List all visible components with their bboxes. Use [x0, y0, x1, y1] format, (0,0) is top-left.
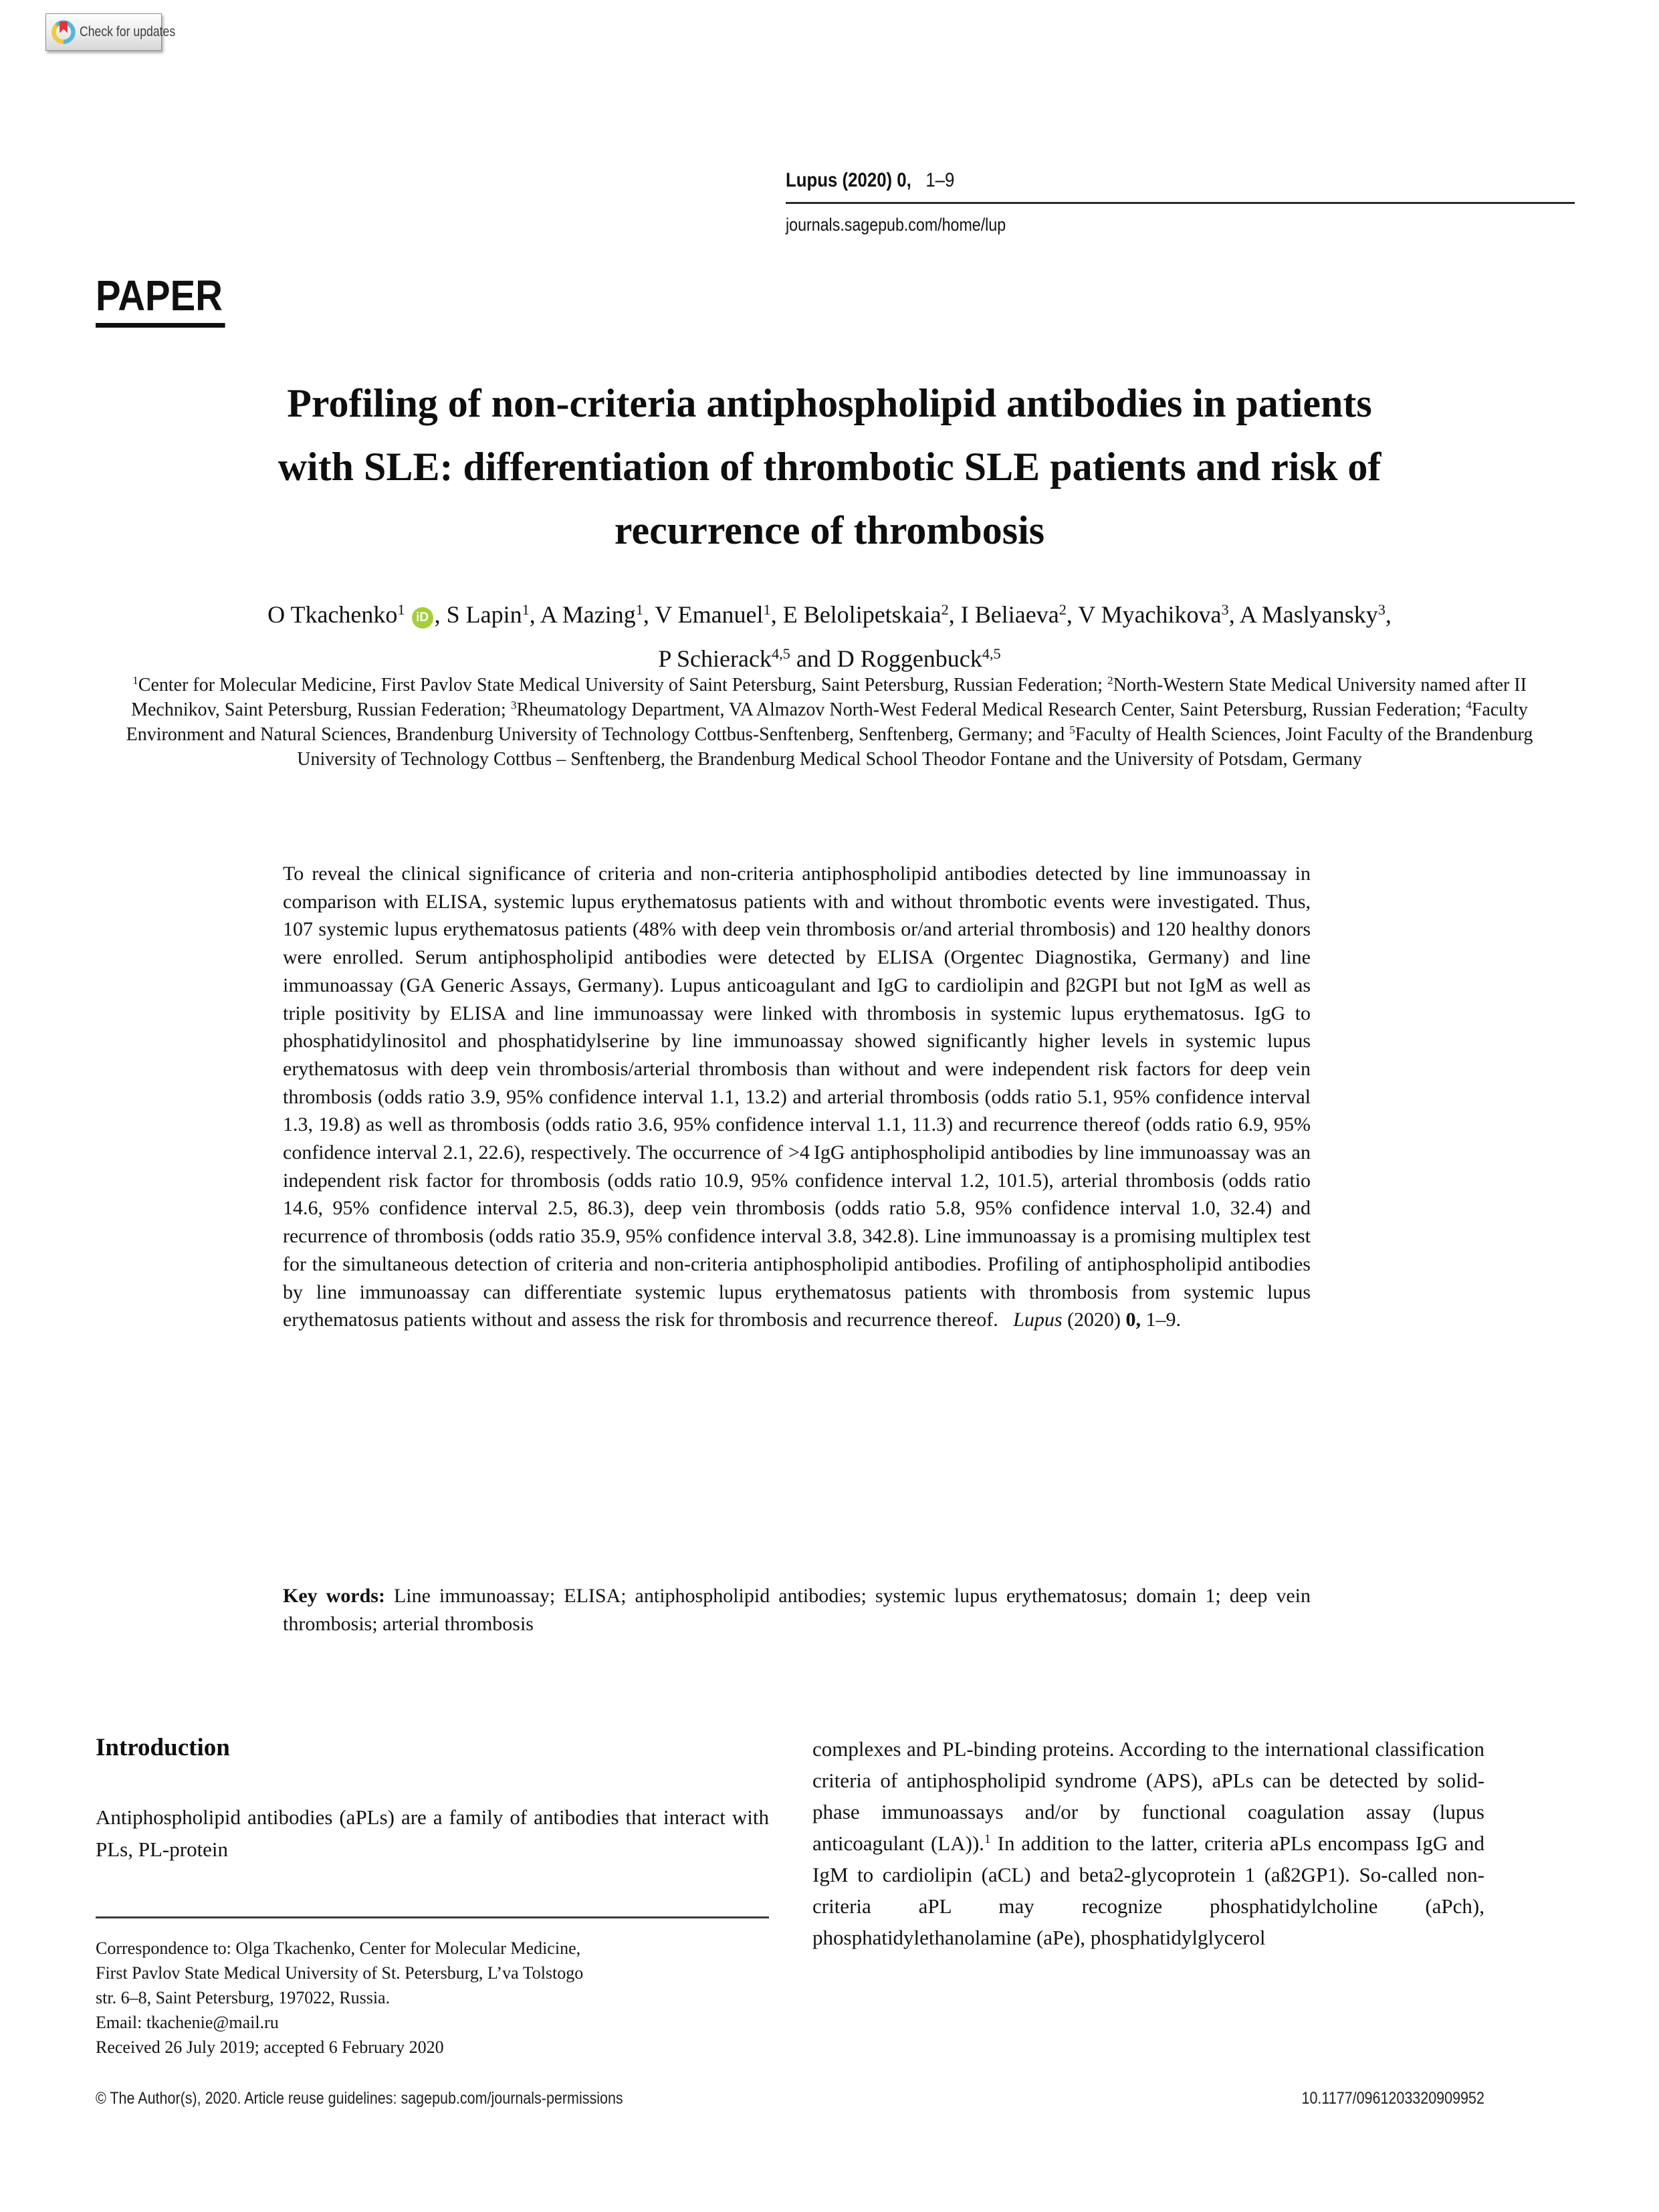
authors-line-1: [96, 592, 1563, 637]
copyright-permissions: © The Author(s), 2020. Article reuse guidelines: sagepub.com/journals-permissions: [96, 2089, 623, 2108]
superscript-ref: 3: [510, 699, 517, 712]
text-segment: , A Mazing: [529, 601, 636, 628]
title-line: Profiling of non-criteria antiphospholipid antibodies in patients: [287, 381, 1372, 425]
affiliations: [96, 673, 1563, 772]
text-segment: (2020): [1062, 1309, 1126, 1331]
intro-paragraph-left: Antiphospholipid antibodies (aPLs) are a family of antibodies that interact with PLs, PL-protein: [96, 1805, 769, 1861]
text-segment: , S Lapin: [434, 601, 522, 628]
author-list: [96, 592, 1563, 681]
text-segment: Faculty of Health Sciences, Joint Faculty of the Brandenburg University of Technology Cottbus – Senftenberg, the Brandenburg Medical School Theodor Fontane and the University of Potsdam, Germany: [297, 724, 1533, 770]
text-segment: Faculty Environment and Natural Sciences, Brandenburg University of Technology Cottbus-Senftenberg, Senftenberg, Germany; and: [126, 699, 1528, 745]
correspondence-address-line: str. 6–8, Saint Petersburg, 197022, Russia.: [96, 1988, 391, 2007]
journal-header: [786, 169, 1575, 235]
doi: 10.1177/0961203320909952: [1301, 2089, 1484, 2108]
superscript-ref: 1: [522, 600, 530, 618]
header-rule: [786, 202, 1575, 204]
superscript-ref: 1: [397, 600, 405, 618]
text-segment: ,: [1385, 601, 1392, 628]
superscript-ref: 2: [1107, 674, 1113, 687]
text-segment: Key words:: [283, 1585, 394, 1607]
page-footer: [96, 2089, 1484, 2108]
received-accepted-dates: Received 26 July 2019; accepted 6 February 2020: [96, 2037, 444, 2057]
orcid-icon[interactable]: iD: [412, 607, 433, 629]
correspondence-email[interactable]: Email: tkachenie@mail.ru: [96, 2013, 279, 2032]
superscript-ref: 4,5: [982, 645, 1001, 662]
text-segment: , E Belolipetskaia: [770, 601, 942, 628]
text-segment: Lupus (2020) 0,: [786, 169, 911, 191]
check-for-updates-badge[interactable]: [45, 13, 176, 51]
abstract-text: [283, 860, 1311, 1334]
superscript-ref: 2: [941, 600, 949, 618]
superscript-ref: 2: [1059, 600, 1067, 618]
superscript-ref: 4: [1466, 699, 1472, 712]
text-segment: 1–9: [911, 169, 955, 191]
text-segment: , V Myachikova: [1066, 601, 1222, 628]
text-segment: , I Beliaeva: [948, 601, 1059, 628]
text-segment: North-Western State Medical University named after II Mechnikov, Saint Petersburg, Russian Federation;: [131, 675, 1527, 720]
superscript-ref: 3: [1377, 600, 1386, 618]
text-segment: 0,: [1125, 1309, 1141, 1331]
title-line: with SLE: differentiation of thrombotic SLE patients and risk of: [278, 445, 1381, 489]
text-segment: 1–9.: [1141, 1309, 1182, 1331]
text-segment: , V Emanuel: [643, 601, 764, 628]
check-for-updates-label: Check for updates: [80, 24, 176, 39]
correspondence-address-line: First Pavlov State Medical University of St. Petersburg, L’va Tolstogo: [96, 1963, 584, 1983]
section-label-paper: PAPER: [96, 274, 225, 328]
footnote-rule: [96, 1916, 769, 1918]
text-segment: Line immunoassay; ELISA; antiphospholipid antibodies; systemic lupus erythematosus; domain 1; deep vein thrombosis; arterial thrombosis: [283, 1585, 1311, 1635]
text-segment: P Schierack: [658, 645, 772, 672]
text-segment: and D Roggenbuck: [790, 645, 982, 672]
text-segment: complexes and PL-binding proteins. According to the international classification criteria of antiphospholipid syndrome (APS), aPLs can be detected by solid-phase immunoassays and/or by functional coagulation assay (lupus anticoagulant (LA)).: [812, 1737, 1484, 1855]
text-segment: , A Maslyansky: [1228, 601, 1378, 628]
text-segment: To reveal the clinical significance of criteria and non-criteria antiphospholipid antibodies detected by line immunoassay in comparison with ELISA, systemic lupus erythematosus patients with and without thrombotic events were investigated. Thus, 107 systemic lupus erythematosus patients (48% with deep vein thrombosis or/and arterial thrombosis) and 120 healthy donors were enrolled. Serum antiphospholipid antibodies were detected by ELISA (Orgentec Diagnostika, Germany) and line immunoassay (GA Generic Assays, Germany). Lupus anticoagulant and IgG to cardiolipin and β2GPI but not IgM as well as triple positivity by ELISA and line immunoassay were linked with thrombosis in systemic lupus erythematosus. IgG to phosphatidylinositol and phosphatidylserine by line immunoassay showed significantly higher levels in systemic lupus erythematosus with deep vein thrombosis/arterial thrombosis than without and were independent risk factors for deep vein thrombosis (odds ratio 3.9, 95% confidence interval 1.1, 13.2) and arterial thrombosis (odds ratio 5.1, 95% confidence interval 1.3, 19.8) as well as thrombosis (odds ratio 3.6, 95% confidence interval 1.1, 11.3) and recurrence thereof (odds ratio 6.9, 95% confidence interval 2.1, 22.6), respectively. The occurrence of >4 IgG antiphospholipid antibodies by line immunoassay was an independent risk factor for thrombosis (odds ratio 10.9, 95% confidence interval 1.2, 101.5), arterial thrombosis (odds ratio 14.6, 95% confidence interval 2.5, 86.3), deep vein thrombosis (odds ratio 5.8, 95% confidence interval 1.0, 32.4) and recurrence of thrombosis (odds ratio 35.9, 95% confidence interval 3.8, 342.8). Line immunoassay is a promising multiplex test for the simultaneous detection of criteria and non-criteria antiphospholipid antibodies. Profiling of antiphospholipid antibodies by line immunoassay can differentiate systemic lupus erythematosus patients with thrombosis from systemic lupus erythematosus patients without and assess the risk for thrombosis and recurrence thereof.: [283, 863, 1311, 1331]
text-segment: Center for Molecular Medicine, First Pavlov State Medical University of Saint Petersburg, Saint Petersburg, Russian Federation;: [138, 675, 1108, 695]
journal-home-url[interactable]: journals.sagepub.com/home/lup: [786, 215, 1006, 235]
keywords: [283, 1582, 1311, 1638]
intro-column-left: [96, 1735, 769, 1866]
correspondence-address-line: Correspondence to: Olga Tkachenko, Center for Molecular Medicine,: [96, 1939, 581, 1958]
intro-column-right: [812, 1733, 1484, 1953]
text-segment: Lupus: [1013, 1309, 1063, 1331]
superscript-ref: 1: [763, 600, 771, 618]
superscript-ref: 1: [132, 674, 138, 687]
superscript-ref: 1: [635, 600, 643, 618]
correspondence-block: [96, 1916, 769, 2060]
crossmark-icon: [50, 19, 77, 45]
title-line: recurrence of thrombosis: [614, 508, 1045, 552]
text-segment: In addition to the latter, criteria aPLs encompass IgG and IgM to cardiolipin (aCL) and beta2-glycoprotein 1 (aß2GP1). So-called non-criteria aPL may recognize phosphatidylcholine (aPch), phosphatidylethanolamine (aPe), phosphatidylglycerol: [812, 1832, 1484, 1949]
superscript-ref: 4,5: [771, 645, 790, 662]
superscript-ref: 5: [1069, 724, 1075, 737]
journal-citation: [786, 169, 954, 193]
text-segment: O Tkachenko: [267, 601, 398, 628]
superscript-ref: 3: [1221, 600, 1229, 618]
intro-heading: Introduction: [96, 1734, 230, 1761]
article-title: [96, 372, 1563, 562]
superscript-ref: 1: [984, 1832, 991, 1847]
text-segment: Rheumatology Department, VA Almazov North-West Federal Medical Research Center, Saint Petersburg, Russian Federation;: [516, 699, 1466, 720]
